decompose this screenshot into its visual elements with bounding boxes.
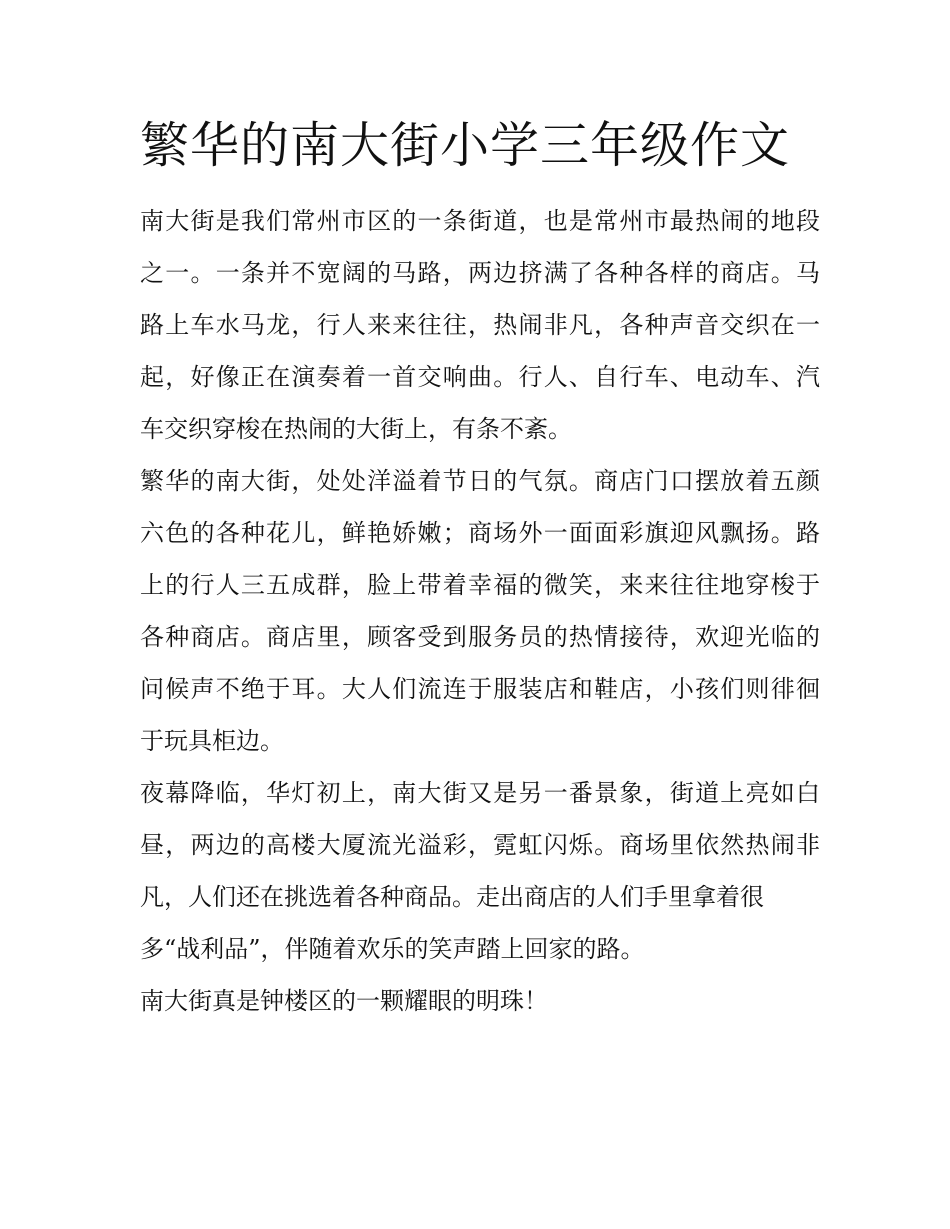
paragraph-1 <box>140 195 820 455</box>
paragraph-3 <box>140 767 820 975</box>
text-line: 起，好像正在演奏着一首交响曲。行人、自行车、电动车、汽 <box>140 363 820 391</box>
document-body <box>140 195 820 1027</box>
text-line: 昼，两边的高楼大厦流光溢彩，霓虹闪烁。商场里依然热闹非 <box>140 831 820 859</box>
document-title: 繁华的南大街小学三年级作文 <box>140 117 791 174</box>
paragraph-2 <box>140 455 820 767</box>
text-line: 车交织穿梭在热闹的大街上，有条不紊。 <box>140 415 572 443</box>
text-line: 南大街真是钟楼区的一颗耀眼的明珠！ <box>140 987 548 1015</box>
text-line: 问候声不绝于耳。大人们流连于服装店和鞋店，小孩们则徘徊 <box>140 675 820 703</box>
text-line: 南大街是我们常州市区的一条街道，也是常州市最热闹的地段 <box>140 207 820 235</box>
text-line: 于玩具柜边。 <box>140 727 284 755</box>
text-line: 之一。一条并不宽阔的马路，两边挤满了各种各样的商店。马 <box>140 259 820 287</box>
text-line: 路上车水马龙，行人来来往往，热闹非凡，各种声音交织在一 <box>140 311 820 339</box>
text-line: 各种商店。商店里，顾客受到服务员的热情接待，欢迎光临的 <box>140 623 820 651</box>
text-line: 多“战利品”，伴随着欢乐的笑声踏上回家的路。 <box>140 935 645 963</box>
paragraph-4 <box>140 975 820 1027</box>
text-line: 夜幕降临，华灯初上，南大街又是另一番景象，街道上亮如白 <box>140 779 820 807</box>
text-line: 繁华的南大街，处处洋溢着节日的气氛。商店门口摆放着五颜 <box>140 467 820 495</box>
text-line: 上的行人三五成群，脸上带着幸福的微笑，来来往往地穿梭于 <box>140 571 820 599</box>
text-line: 凡，人们还在挑选着各种商品。走出商店的人们手里拿着很 <box>140 883 764 911</box>
text-line: 六色的各种花儿，鲜艳娇嫩；商场外一面面彩旗迎风飘扬。路 <box>140 519 820 547</box>
